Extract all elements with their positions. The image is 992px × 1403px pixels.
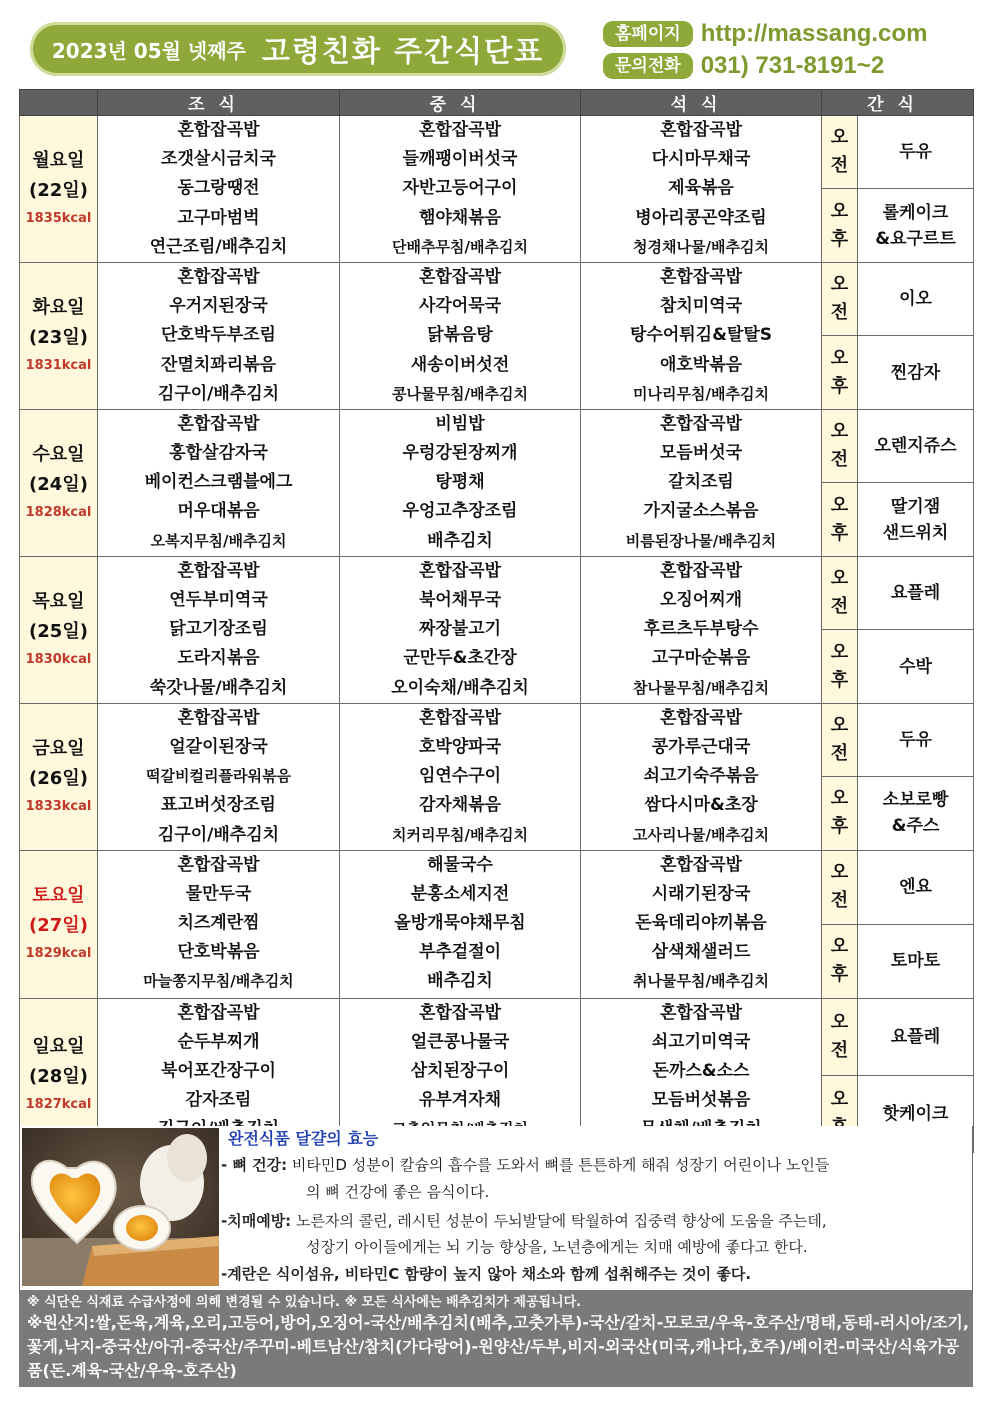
breakfast-item: 단호박두부조림 [161,325,276,346]
dinner-cell [581,703,822,850]
lunch-item: 닭볶음탕 [427,325,493,346]
dinner-item: 제육볶음 [668,178,734,199]
dinner-cell [581,409,822,556]
dinner-item: 돈까스&소스 [652,1061,750,1082]
day-cell [20,262,98,409]
breakfast-item: 혼합잡곡밥 [177,1002,260,1023]
lunch-item: 혼합잡곡밥 [418,266,502,287]
lunch-item: 혼합잡곡밥 [418,1002,502,1023]
day-name: 토요일 [32,885,85,907]
homepage-link[interactable]: http://massang.com [700,20,928,47]
day-kcal: 1831kcal [25,357,92,373]
breakfast-item: 순두부찌개 [177,1031,260,1052]
phone-row [603,52,884,80]
dinner-item: 병아리콩곤약조림 [635,207,767,228]
breakfast-item: 혼합잡곡밥 [177,413,260,434]
day-date: (26일) [29,767,88,789]
lunch-item: 짜장불고기 [418,619,502,640]
lunch-item: 새송이버섯전 [410,354,510,375]
day-date: (27일) [29,915,88,937]
breakfast-item: 도라지볶음 [177,648,260,669]
lunch-cell [340,409,581,556]
breakfast-item: 김구이/배추김치 [157,383,280,404]
breakfast-item: 잔멸치꽈리볶음 [161,354,276,375]
snack-pm-label: 오 후 [822,924,858,998]
dinner-item: 고구마순볶음 [651,648,751,669]
title-banner [30,22,566,76]
lunch-item: 분홍소세지전 [410,883,510,904]
snack-pm: 딸기잼 샌드위치 [858,483,974,556]
breakfast-item: 혼합잡곡밥 [177,266,260,287]
lunch-item: 혼합잡곡밥 [418,120,502,140]
dinner-item: 콩가루근대국 [651,736,751,757]
lunch-item: 오이숙채/배추김치 [391,677,529,698]
dinner-item: 혼합잡곡밥 [659,560,743,581]
lunch-cell [340,703,581,850]
breakfast-item: 단호박볶음 [177,942,260,963]
lunch-item: 탕평채 [435,472,485,493]
dinner-item: 참치미역국 [659,296,743,317]
snack-am: 이오 [858,262,974,335]
breakfast-item: 치즈계란찜 [177,913,260,934]
weekly-menu-table [19,89,974,1153]
dinner-item: 돈육데리야끼볶음 [635,913,767,934]
snack-am-label: 오 전 [822,116,858,189]
bone-label: - 뼈 건강: [221,1156,288,1174]
dinner-item: 혼합잡곡밥 [659,120,743,140]
breakfast-item: 연근조림/배추김치 [149,236,288,257]
breakfast-item: 홍합살감자국 [169,443,268,464]
day-kcal: 1835kcal [25,210,92,226]
day-row-am [20,556,974,629]
dementia-line-1 [221,1210,827,1231]
day-date: (25일) [29,620,88,642]
bone-line-1 [221,1154,829,1175]
snack-pm: 토마토 [858,924,974,998]
day-cell [20,409,98,556]
snack-am-label: 오 전 [822,556,858,629]
lunch-item: 북어채무국 [418,590,502,610]
day-kcal: 1827kcal [25,1097,92,1113]
lunch-item: 유부겨자채 [418,1090,502,1111]
dinner-item: 쌈다시마&초장 [644,795,758,816]
day-cell [20,703,98,850]
phone-number: 031) 731-8191~2 [700,52,885,79]
breakfast-item: 김구이/배추김치 [157,824,280,845]
day-row-am [20,850,974,924]
snack-am: 오렌지쥬스 [858,409,974,482]
breakfast-item: 동그랑땡전 [177,178,260,199]
snack-am: 요플레 [858,556,974,629]
lunch-item: 삼치된장구이 [410,1061,510,1082]
lunch-cell [340,116,581,263]
lunch-item: 콩나물무침/배추김치 [392,384,528,403]
origin-info: ※원산지:쌀,돈육,계육,오리,고등어,방어,오징어-국산/배추김치(배추,고춧가루)-국산/갈치-모로코/우육-호주산/명태,동태-러시아/조기,꽃게,낙지-중국산/아귀-중국산/주꾸미-베트남산/참치(가다랑어)-원양산/두부,비지-외국산(미국,캐나다,호주)/베이컨-미국산/식육가공품(돈.계육-국산/우육-호주산) [27,1313,969,1380]
day-kcal: 1828kcal [25,504,92,520]
snack-am: 엔요 [858,850,974,924]
lunch-item: 배추김치 [427,530,493,551]
dinner-item: 쇠고기숙주볶음 [643,766,759,787]
breakfast-item: 우거지된장국 [169,296,268,317]
phone-label: 문의전화 [603,53,693,79]
dinner-item: 오징어찌개 [659,590,743,610]
day-date: (28일) [29,1066,88,1088]
dinner-cell [581,556,822,703]
dinner-item: 청경채나물/배추김치 [633,237,769,256]
header-snack: 간식 [822,90,974,116]
lunch-item: 우엉고추장조림 [402,501,518,522]
dinner-item: 다시마무채국 [651,149,751,170]
lunch-item: 단배추무침/배추김치 [392,237,528,256]
breakfast-item: 북어포간장구이 [161,1061,276,1082]
day-cell [20,116,98,263]
lunch-item: 감자채볶음 [418,795,502,816]
dinner-item: 가지굴소스볶음 [643,501,759,522]
snack-am: 요플레 [858,998,974,1075]
lunch-item: 우렁강된장찌개 [402,443,518,464]
lunch-item: 임연수구이 [418,766,502,787]
dinner-item: 혼합잡곡밥 [659,707,743,728]
day-name: 수요일 [32,443,85,465]
dinner-item: 갈치조림 [668,472,734,493]
breakfast-item: 오복지무침/배추김치 [150,531,287,550]
lunch-cell [340,556,581,703]
bone-text-1: 비타민D 성분이 칼슘의 흡수를 도와서 뼈를 튼튼하게 해줘 성장기 어린이나 노인들 [291,1156,830,1174]
snack-pm: 찐감자 [858,336,974,409]
dinner-item: 혼합잡곡밥 [659,266,743,287]
table-header-row [20,90,974,116]
day-cell [20,556,98,703]
breakfast-item: 베이컨스크램블에그 [144,472,293,493]
snack-am-label: 오 전 [822,409,858,482]
day-name: 목요일 [32,590,85,612]
breakfast-item: 혼합잡곡밥 [177,560,260,581]
snack-pm-label: 오 후 [822,189,858,262]
snack-pm-label: 오 후 [822,483,858,556]
breakfast-item: 쑥갓나물/배추김치 [149,677,288,698]
page-title: 고령친화 주간식단표 [261,33,545,68]
footer-notes [19,1290,973,1387]
dinner-item: 비름된장나물/배추김치 [625,531,777,550]
day-date: (24일) [29,473,88,495]
breakfast-item: 혼합잡곡밥 [177,120,260,140]
day-kcal: 1833kcal [25,798,92,814]
dinner-item: 혼합잡곡밥 [659,1002,743,1023]
homepage-label: 홈페이지 [603,21,693,47]
snack-pm: 수박 [858,630,974,703]
breakfast-cell [98,850,340,998]
breakfast-item: 떡갈비컬리플라워볶음 [146,767,291,786]
snack-am: 두유 [858,703,974,776]
lunch-item: 사각어묵국 [418,296,502,317]
lunch-item: 햄야채볶음 [418,207,502,228]
breakfast-cell [98,116,340,263]
dinner-item: 애호박볶음 [659,354,743,375]
egg-info-box [19,1126,973,1291]
dementia-text-2: 성장기 아이들에게는 뇌 기능 향상을, 노년층에게는 치매 예방에 좋다고 한다. [306,1238,808,1256]
dinner-item: 혼합잡곡밥 [659,854,743,875]
day-row-am [20,703,974,776]
header-lunch: 중식 [340,90,581,116]
breakfast-cell [98,703,340,850]
snack-pm-label: 오 후 [822,777,858,850]
dinner-item: 참나물무침/배추김치 [633,678,769,697]
day-cell [20,850,98,998]
lunch-item: 얼큰콩나물국 [410,1031,510,1052]
dinner-item: 취나물무침/배추김치 [633,972,769,991]
day-kcal: 1829kcal [25,946,92,962]
egg-tip: -계란은 식이섬유, 비타민C 함량이 높지 않아 채소와 함께 섭취해주는 것이 좋다. [221,1265,752,1283]
snack-pm-label: 오 후 [822,630,858,703]
dinner-cell [581,116,822,263]
lunch-item: 들깨팽이버섯국 [402,149,518,170]
lunch-item: 비빔밥 [435,413,485,434]
breakfast-cell [98,409,340,556]
breakfast-item: 연두부미역국 [169,590,268,610]
dinner-item: 시래기된장국 [651,883,751,904]
header-day [20,90,98,116]
dinner-item: 쇠고기미역국 [651,1031,751,1052]
day-row-am [20,116,974,189]
breakfast-item: 얼갈이된장국 [169,736,268,757]
lunch-item: 혼합잡곡밥 [418,560,502,581]
breakfast-item: 감자조림 [185,1090,252,1111]
day-row-am [20,409,974,482]
dinner-item: 고사리나물/배추김치 [633,825,769,844]
dinner-item: 미나리무침/배추김치 [633,384,769,403]
snack-am-label: 오 전 [822,703,858,776]
egg-photo [22,1128,219,1286]
info-title: 완전식품 달걀의 효능 [228,1129,379,1148]
footer-note: ※ 식단은 식재료 수급사정에 의해 변경될 수 있습니다. ※ 모든 식사에는 배추김치가 제공됩니다. [27,1295,582,1310]
breakfast-item: 혼합잡곡밥 [177,854,260,875]
lunch-item: 올방개묵야채무침 [394,913,526,934]
dinner-item: 탕수어튀김&탈탈S [629,325,773,346]
day-name: 일요일 [32,1036,85,1058]
snack-pm: 롤케이크 &요구르트 [858,189,974,262]
lunch-item: 부추겉절이 [418,942,502,963]
dementia-label: -치매예방: [221,1212,292,1230]
breakfast-item: 조갯살시금치국 [161,149,276,170]
week-label: 2023년 05월 넷째주 [51,38,246,63]
lunch-item: 호박양파국 [418,736,502,757]
breakfast-item: 고구마범벅 [177,207,260,228]
day-name: 월요일 [32,149,85,171]
lunch-item: 해물국수 [427,854,493,875]
day-row-am [20,998,974,1075]
day-date: (22일) [29,179,88,201]
bone-text-2: 의 뼈 건강에 좋은 음식이다. [306,1183,490,1201]
dinner-cell [581,262,822,409]
dementia-text-1: 노른자의 콜린, 레시틴 성분이 두뇌발달에 탁월하여 집중력 향상에 도움을 주는데, [295,1212,827,1230]
dinner-item: 모듬버섯국 [659,443,743,464]
day-date: (23일) [29,326,88,348]
snack-pm: 핫케이크 [858,1075,974,1152]
snack-pm-label: 오 [822,1075,858,1152]
breakfast-item: 혼합잡곡밥 [177,707,260,728]
breakfast-item: 표고버섯장조림 [161,795,276,816]
breakfast-cell [98,556,340,703]
lunch-cell [340,262,581,409]
header-dinner: 석식 [581,90,822,116]
day-kcal: 1830kcal [25,651,92,667]
day-name: 화요일 [32,296,85,318]
breakfast-item: 물만두국 [185,883,252,904]
dinner-cell [581,850,822,998]
snack-am-label: 오 전 [822,262,858,335]
dinner-item: 후르츠두부탕수 [643,619,759,640]
dinner-item: 혼합잡곡밥 [659,413,743,434]
snack-pm-label: 오 후 [822,336,858,409]
breakfast-cell [98,262,340,409]
breakfast-item: 닭고기장조림 [169,619,268,640]
lunch-item: 치커리무침/배추김치 [392,825,528,844]
snack-am-label: 오 전 [822,850,858,924]
lunch-item: 군만두&초간장 [403,648,517,669]
homepage-row [603,20,927,48]
lunch-item: 배추김치 [427,971,493,992]
lunch-item: 혼합잡곡밥 [418,707,502,728]
header-breakfast: 조식 [98,90,340,116]
snack-am-label: 오 전 [822,998,858,1075]
snack-am: 두유 [858,116,974,189]
day-row-am [20,262,974,335]
snack-pm: 소보로빵 &주스 [858,777,974,850]
day-name: 금요일 [32,737,85,759]
dinner-item: 모듬버섯볶음 [651,1090,751,1111]
dinner-item: 삼색채샐러드 [651,942,751,963]
breakfast-item: 머우대볶음 [177,501,260,522]
lunch-item: 자반고등어구이 [402,178,518,199]
lunch-cell [340,850,581,998]
breakfast-item: 마늘쫑지무침/배추김치 [143,972,294,991]
